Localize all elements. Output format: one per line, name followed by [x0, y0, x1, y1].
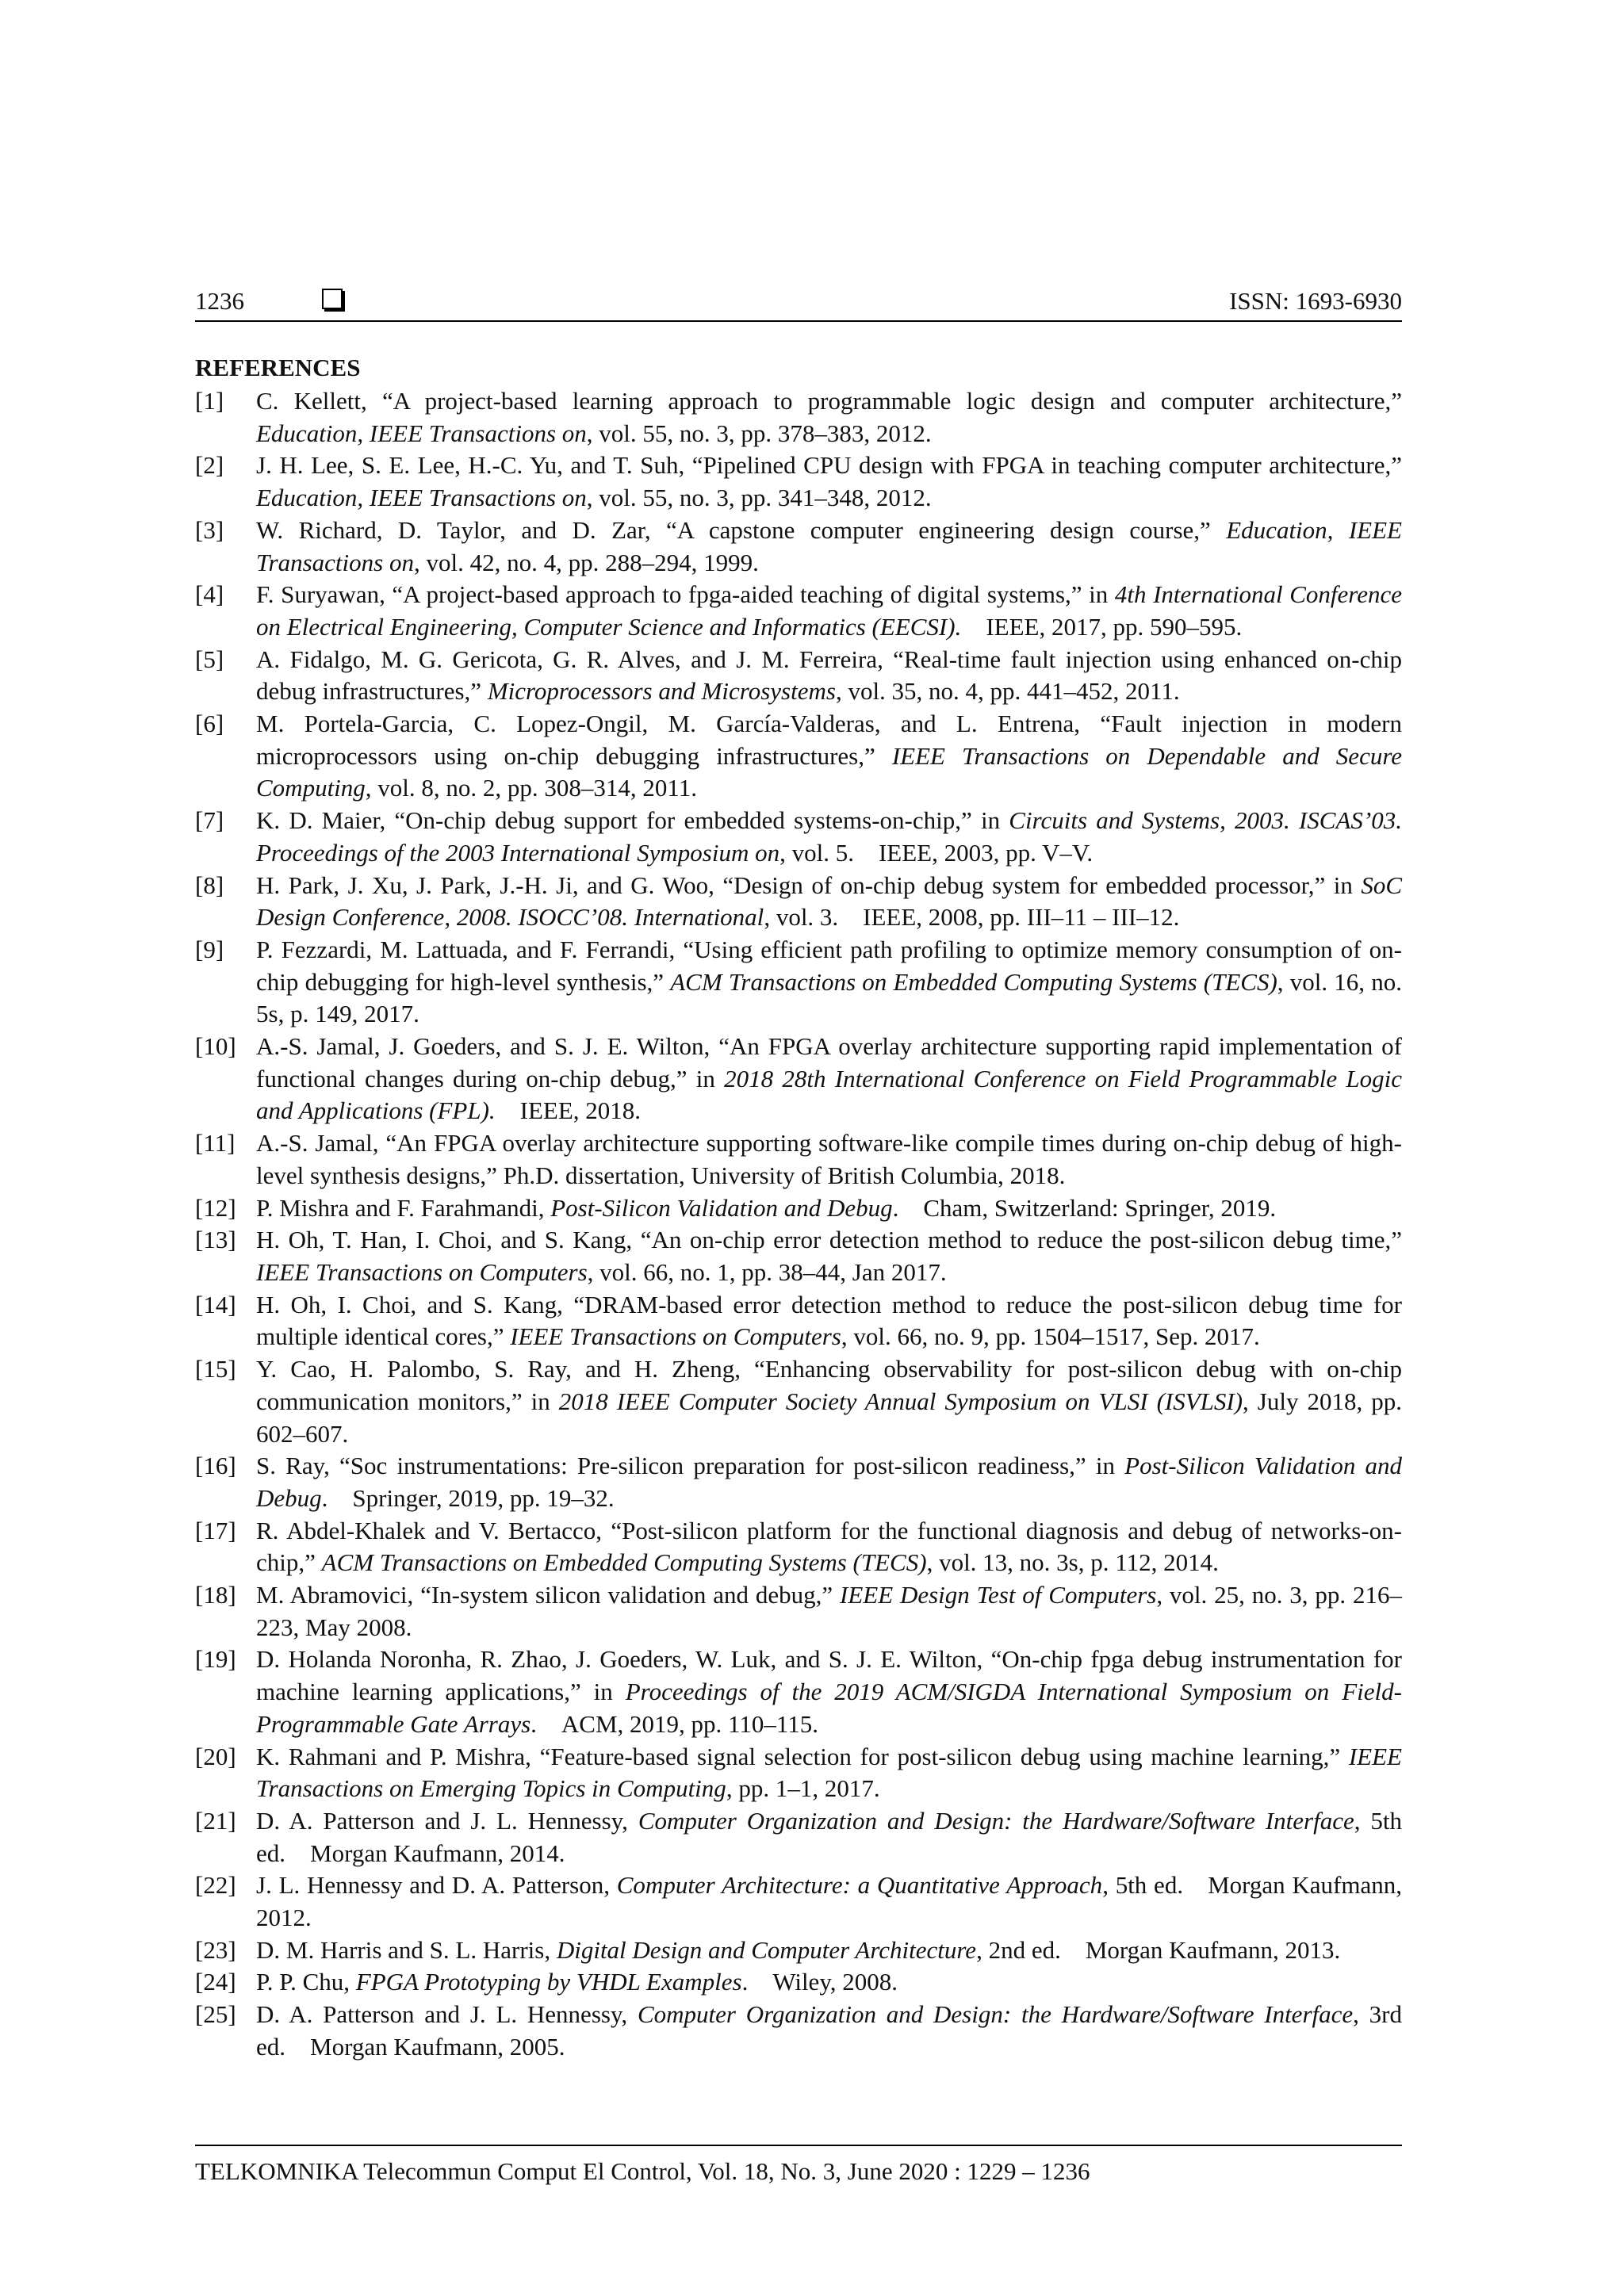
reference-text-segment: J. H. Lee, S. E. Lee, H.-C. Yu, and T. Suh, “Pipelined CPU design with FPGA in teaching computer architecture,” [256, 451, 1402, 480]
reference-text-segment: D. M. Harris and S. L. Harris, [256, 1935, 557, 1964]
reference-item [195, 1999, 1402, 2063]
reference-text-segment: , vol. 3. IEEE, 2008, pp. III–11 – III–12. [764, 903, 1180, 932]
references-section [195, 352, 1402, 2064]
reference-venue: Computer Architecture: a Quantitative Approach [616, 1871, 1103, 1900]
reference-text-segment: , 5th ed. Morgan Kaufmann, 2012. [256, 1871, 1402, 1932]
reference-text-segment: . Springer, 2019, pp. 19–32. [321, 1483, 615, 1512]
page-footer [195, 2145, 1402, 2186]
reference-number: [11] [195, 1129, 236, 1158]
reference-text [256, 1968, 898, 1996]
reference-number: [16] [195, 1452, 236, 1480]
reference-item [195, 1127, 1402, 1192]
reference-venue: ACM Transactions on Embedded Computing Systems (TECS) [670, 967, 1277, 996]
reference-text [256, 516, 1402, 576]
reference-text [256, 387, 1402, 447]
reference-item [195, 515, 1402, 579]
reference-number: [18] [195, 1581, 236, 1609]
reference-text [256, 1743, 1402, 1803]
reference-text-segment: , vol. 16, no. 5s, p. 149, 2017. [256, 967, 1402, 1028]
reference-number: [21] [195, 1806, 236, 1835]
reference-text-segment: R. Abdel-Khalek and V. Bertacco, “Post-silicon platform for the functional diagnosis and debug of networks-on-chip,” [256, 1516, 1402, 1577]
reference-text-segment: , vol. 55, no. 3, pp. 378–383, 2012. [586, 419, 932, 447]
reference-venue: SoC Design Conference, 2008. ISOCC’08. International [256, 871, 1402, 932]
reference-text-segment: . Cham, Switzerland: Springer, 2019. [892, 1193, 1277, 1222]
reference-number: [14] [195, 1290, 236, 1318]
reference-text [256, 1452, 1402, 1512]
reference-venue: Circuits and Systems, 2003. ISCAS’03. Proceedings of the 2003 International Symposium on [256, 806, 1402, 867]
reference-text-segment: H. Oh, T. Han, I. Choi, and S. Kang, “An on-chip error detection method to reduce the post-silicon debug time,” [256, 1226, 1402, 1254]
reference-item [195, 1805, 1402, 1869]
reference-number: [20] [195, 1742, 236, 1770]
reference-text-segment: , vol. 25, no. 3, pp. 216–223, May 2008. [256, 1581, 1402, 1641]
reference-text-segment: , vol. 35, no. 4, pp. 441–452, 2011. [835, 677, 1180, 706]
reference-text [256, 2000, 1402, 2061]
reference-text-segment: , vol. 13, no. 3s, p. 112, 2014. [926, 1548, 1219, 1577]
reference-text [256, 1581, 1402, 1641]
reference-venue: IEEE Transactions on Computers [256, 1257, 588, 1286]
reference-venue: 4th International Conference on Electrical Engineering, Computer Science and Informatics (EECSI). [256, 580, 1402, 641]
reference-venue: Microprocessors and Microsystems [487, 677, 836, 706]
reference-text-segment: A.-S. Jamal, J. Goeders, and S. J. E. Wilton, “An FPGA overlay architecture supporting rapid implementation of functional changes during on-chip debug,” in [256, 1032, 1402, 1093]
reference-item [195, 1741, 1402, 1805]
reference-text-segment: , vol. 42, no. 4, pp. 288–294, 1999. [413, 548, 759, 576]
reference-text-segment: , vol. 8, no. 2, pp. 308–314, 2011. [365, 774, 698, 802]
reference-venue: Post-Silicon Validation and Debug [256, 1452, 1402, 1512]
footer-citation: TELKOMNIKA Telecommun Comput El Control, Vol. 18, No. 3, June 2020 : 1229 – 1236 [195, 2157, 1090, 2185]
reference-item [195, 385, 1402, 450]
reference-text [256, 580, 1402, 641]
reference-item [195, 1192, 1402, 1225]
reference-venue: Computer Organization and Design: the Hardware/Software Interface [637, 2000, 1354, 2029]
reference-number: [24] [195, 1968, 236, 1996]
reference-text [256, 1936, 1340, 1964]
page-number: 1236 [195, 287, 244, 315]
reference-venue: Education, IEEE Transactions on [256, 515, 1402, 576]
reference-text [256, 1517, 1402, 1577]
square-box-icon [322, 289, 343, 309]
reference-text-segment: H. Park, J. Xu, J. Park, J.-H. Ji, and G. Woo, “Design of on-chip debug system for embedded processor,” in [256, 871, 1362, 899]
reference-item [195, 1579, 1402, 1644]
reference-venue: IEEE Transactions on Dependable and Secure Computing [256, 741, 1402, 802]
reference-number: [7] [195, 806, 224, 835]
reference-text [256, 1355, 1402, 1447]
reference-text [256, 871, 1402, 932]
reference-item [195, 1224, 1402, 1288]
reference-number: [19] [195, 1645, 236, 1674]
reference-text [256, 451, 1402, 511]
reference-item [195, 450, 1402, 514]
reference-text-segment: J. L. Hennessy and D. A. Patterson, [256, 1871, 617, 1900]
reference-text-segment: Y. Cao, H. Palombo, S. Ray, and H. Zheng, “Enhancing observability for post-silicon debug with on-chip communication monitors,” in [256, 1355, 1402, 1415]
reference-item [195, 708, 1402, 805]
reference-venue: IEEE Design Test of Computers [840, 1581, 1157, 1609]
reference-text [256, 1129, 1402, 1189]
reference-item [195, 579, 1402, 643]
reference-venue: Post-Silicon Validation and Debug [550, 1193, 893, 1222]
reference-number: [6] [195, 710, 224, 738]
reference-venue: Education, IEEE Transactions on [256, 484, 587, 512]
reference-text-segment: K. Rahmani and P. Mishra, “Feature-based signal selection for post-silicon debug using machine learning,” [256, 1742, 1349, 1770]
reference-number: [5] [195, 645, 224, 673]
reference-text-segment: P. Mishra and F. Farahmandi, [256, 1193, 551, 1222]
reference-venue: Proceedings of the 2019 ACM/SIGDA International Symposium on Field-Programmable Gate Arrays [256, 1678, 1402, 1738]
reference-text-segment: , 5th ed. Morgan Kaufmann, 2014. [256, 1806, 1403, 1867]
reference-text-segment: , vol. 5. IEEE, 2003, pp. V–V. [779, 838, 1094, 867]
reference-venue: FPGA Prototyping by VHDL Examples [355, 1968, 742, 1996]
reference-text [256, 1645, 1402, 1737]
reference-text-segment: M. Portela-Garcia, C. Lopez-Ongil, M. García-Valderas, and L. Entrena, “Fault injection in modern microprocessors using on-chip debugging infrastructures,” [256, 710, 1402, 770]
reference-text-segment: , vol. 55, no. 3, pp. 341–348, 2012. [586, 484, 932, 512]
reference-number: [22] [195, 1871, 236, 1900]
reference-text-segment: IEEE, 2017, pp. 590–595. [961, 612, 1243, 641]
reference-venue: IEEE Transactions on Computers [510, 1322, 841, 1351]
reference-text-segment: . ACM, 2019, pp. 110–115. [530, 1709, 818, 1738]
reference-venue: Digital Design and Computer Architecture [556, 1935, 977, 1964]
reference-venue: Computer Organization and Design: the Hardware/Software Interface [638, 1806, 1354, 1835]
journal-issn: ISSN: 1693-6930 [1229, 287, 1402, 315]
reference-text [256, 806, 1402, 867]
reference-venue: 2018 28th International Conference on Field Programmable Logic and Applications (FPL). [256, 1064, 1402, 1125]
reference-number: [1] [195, 387, 224, 415]
reference-text [256, 1807, 1402, 1867]
reference-text-segment: . Wiley, 2008. [741, 1968, 898, 1996]
section-title: REFERENCES [195, 354, 361, 381]
reference-text-segment: , pp. 1–1, 2017. [726, 1774, 880, 1803]
reference-item [195, 1644, 1402, 1740]
reference-item [195, 1934, 1402, 1967]
reference-number: [13] [195, 1226, 236, 1254]
reference-item [195, 870, 1402, 934]
reference-venue: Education, IEEE Transactions on [256, 419, 587, 447]
reference-text-segment: , vol. 66, no. 9, pp. 1504–1517, Sep. 2017. [841, 1322, 1260, 1351]
reference-text-segment: A. Fidalgo, M. G. Gericota, G. R. Alves, and J. M. Ferreira, “Real-time fault injection using enhanced on-chip debug infrastructures,” [256, 645, 1402, 706]
reference-number: [2] [195, 451, 224, 480]
reference-text-segment: D. A. Patterson and J. L. Hennessy, [256, 2000, 638, 2029]
reference-text [256, 645, 1402, 706]
reference-text-segment: S. Ray, “Soc instrumentations: Pre-silicon preparation for post-silicon readiness,” in [256, 1452, 1125, 1480]
reference-text-segment: K. D. Maier, “On-chip debug support for embedded systems-on-chip,” in [256, 806, 1009, 835]
reference-text-segment: P. P. Chu, [256, 1968, 356, 1996]
reference-text [256, 1226, 1402, 1286]
reference-item [195, 1450, 1402, 1514]
reference-venue: ACM Transactions on Embedded Computing Systems (TECS) [321, 1548, 927, 1577]
reference-text [256, 1871, 1402, 1931]
reference-number: [17] [195, 1516, 236, 1544]
reference-text-segment: F. Suryawan, “A project-based approach to fpga-aided teaching of digital systems,” in [256, 580, 1115, 609]
reference-number: [10] [195, 1032, 236, 1061]
reference-text [256, 1194, 1276, 1222]
reference-text-segment: H. Oh, I. Choi, and S. Kang, “DRAM-based error detection method to reduce the post-silicon debug time for multiple identical cores,” [256, 1290, 1402, 1351]
reference-list [195, 385, 1402, 2064]
reference-item [195, 1869, 1402, 1934]
reference-text [256, 936, 1402, 1027]
reference-item [195, 644, 1402, 708]
reference-number: [3] [195, 515, 224, 544]
reference-text-segment: P. Fezzardi, M. Lattuada, and F. Ferrandi, “Using efficient path profiling to optimize memory consumption of on-chip debugging for high-level synthesis,” [256, 935, 1402, 996]
reference-number: [8] [195, 871, 224, 899]
reference-text-segment: , July 2018, pp. 602–607. [256, 1387, 1402, 1448]
reference-text [256, 1032, 1402, 1124]
reference-text-segment: M. Abramovici, “In-system silicon validation and debug,” [256, 1581, 840, 1609]
reference-item [195, 1289, 1402, 1353]
reference-venue: IEEE Transactions on Emerging Topics in Computing [256, 1742, 1402, 1803]
reference-text-segment: , 3rd ed. Morgan Kaufmann, 2005. [256, 2000, 1402, 2061]
reference-number: [23] [195, 1935, 236, 1964]
reference-venue: 2018 IEEE Computer Society Annual Symposium on VLSI (ISVLSI) [558, 1387, 1243, 1415]
page-header [195, 285, 1402, 322]
reference-text-segment: W. Richard, D. Taylor, and D. Zar, “A capstone computer engineering design course,” [256, 515, 1227, 544]
reference-number: [4] [195, 580, 224, 609]
reference-item [195, 934, 1402, 1031]
reference-item [195, 1966, 1402, 1999]
reference-number: [25] [195, 2000, 236, 2029]
reference-text-segment: C. Kellett, “A project-based learning approach to programmable logic design and computer architecture,” [256, 387, 1402, 415]
reference-item [195, 1353, 1402, 1450]
reference-text-segment: D. A. Patterson and J. L. Hennessy, [256, 1806, 638, 1835]
reference-text-segment: A.-S. Jamal, “An FPGA overlay architecture supporting software-like compile times during on-chip debug of high-level synthesis designs,” Ph.D. dissertation, University of British Columbia, 2018. [256, 1129, 1402, 1189]
reference-item [195, 1515, 1402, 1579]
reference-item [195, 805, 1402, 869]
reference-text [256, 1291, 1402, 1351]
reference-text-segment: D. Holanda Noronha, R. Zhao, J. Goeders, W. Luk, and S. J. E. Wilton, “On-chip fpga debug instrumentation for machine learning applications,” in [256, 1645, 1402, 1706]
reference-text-segment: , vol. 66, no. 1, pp. 38–44, Jan 2017. [587, 1257, 947, 1286]
reference-number: [15] [195, 1355, 236, 1383]
reference-item [195, 1031, 1402, 1127]
reference-text-segment: IEEE, 2018. [495, 1096, 642, 1125]
reference-number: [12] [195, 1193, 236, 1222]
reference-number: [9] [195, 935, 224, 963]
reference-text [256, 710, 1402, 802]
reference-text-segment: , 2nd ed. Morgan Kaufmann, 2013. [976, 1935, 1341, 1964]
